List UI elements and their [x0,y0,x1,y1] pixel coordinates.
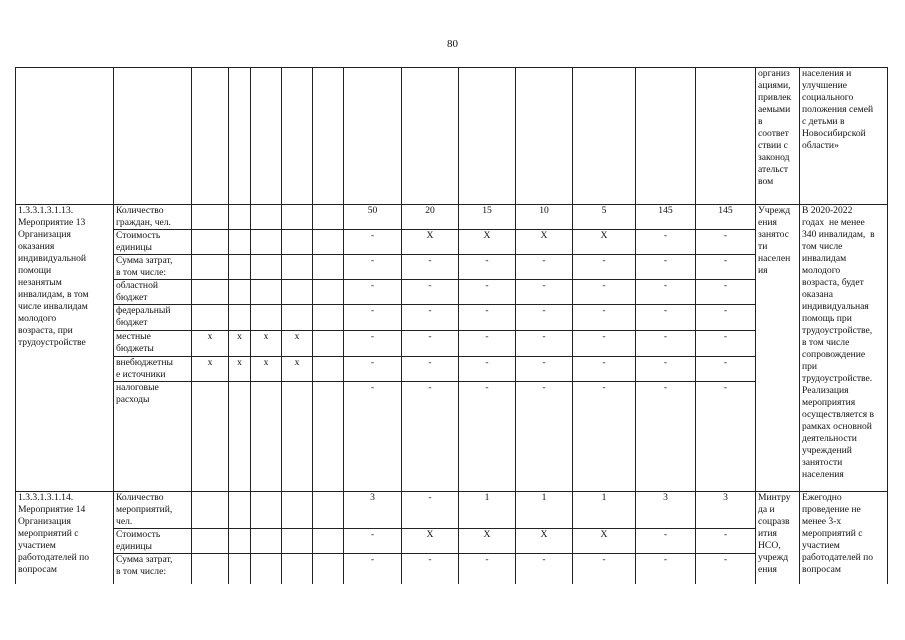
code-cell [192,280,229,305]
indicator-cell: областной бюджет [114,280,192,305]
code-cell [313,492,344,529]
code-cell [251,305,282,331]
value-cell: - [402,280,459,305]
code-cell [313,529,344,554]
value-cell: - [344,305,402,331]
code-cell [251,255,282,280]
value-cell: 3 [636,492,696,529]
empty-cell [459,68,516,205]
empty-cell [313,68,344,205]
value-cell: 5 [573,205,636,230]
indicator-cell: Сумма затрат, в том числе: [114,255,192,280]
value-cell: X [459,230,516,255]
value-cell: - [636,357,696,382]
value-cell: - [696,230,756,255]
value-cell: X [573,529,636,554]
empty-cell [16,68,114,205]
code-cell [229,529,251,554]
code-cell [192,382,229,492]
code-cell: х [192,331,229,357]
value-cell: 145 [636,205,696,230]
value-cell: - [516,280,573,305]
empty-cell [573,68,636,205]
code-cell [282,305,313,331]
value-cell: - [402,255,459,280]
value-cell: - [696,357,756,382]
value-cell: - [636,529,696,554]
value-cell: - [573,382,636,492]
value-cell: - [516,554,573,584]
value-cell: - [344,382,402,492]
code-cell [313,305,344,331]
measure-code-cell [16,205,114,492]
measure-title: Мероприятие 14 Организация мероприятий с участием работодателей по вопросам [18,504,90,575]
value-cell: - [516,382,573,492]
table-row [16,205,888,230]
value-cell: - [696,305,756,331]
value-cell: - [344,230,402,255]
value-cell: - [573,331,636,357]
continuation-row [16,68,888,205]
value-cell: - [696,554,756,584]
value-cell: X [516,230,573,255]
empty-cell [344,68,402,205]
measure-code: 1.3.3.1.3.1.14. [18,492,74,503]
code-cell: х [229,331,251,357]
value-cell: - [516,331,573,357]
executor-cell: организ ациями, привлек аемыми в соответ ствии с законод ательст вом [756,68,800,205]
result-cell: В 2020-2022 годах не менее 340 инвалидам, в том числе инвалидам молодого возраста, будет оказана индивидуальная помощь при трудоустройстве, в том числе сопровождение при трудоустройстве. Реализация мероприятия осуществляется в рамках основной деятельности учреждений занятости населения [800,205,888,492]
indicator-cell: Сумма затрат, в том числе: [114,554,192,584]
indicator-cell: Стоимость единицы [114,230,192,255]
value-cell: 20 [402,205,459,230]
code-cell [192,492,229,529]
value-cell: - [516,357,573,382]
code-cell [282,230,313,255]
code-cell [229,382,251,492]
code-cell [229,554,251,584]
value-cell: - [344,357,402,382]
code-cell [251,492,282,529]
indicator-cell: внебюджетны е источники [114,357,192,382]
code-cell [282,529,313,554]
empty-cell [636,68,696,205]
code-cell [313,205,344,230]
value-cell: 145 [696,205,756,230]
code-cell: х [229,357,251,382]
code-cell [192,554,229,584]
code-cell [313,331,344,357]
table-row [16,492,888,529]
value-cell: - [459,280,516,305]
value-cell: - [573,255,636,280]
value-cell: 1 [516,492,573,529]
value-cell: - [516,255,573,280]
value-cell: 3 [344,492,402,529]
indicator-cell: местные бюджеты [114,331,192,357]
code-cell: х [192,357,229,382]
code-cell: х [251,357,282,382]
value-cell: - [636,255,696,280]
code-cell [192,529,229,554]
code-cell [313,357,344,382]
value-cell: - [573,305,636,331]
value-cell: 15 [459,205,516,230]
value-cell: - [516,305,573,331]
measure-code: 1.3.3.1.3.1.13. [18,205,74,216]
value-cell: - [402,554,459,584]
value-cell: - [636,230,696,255]
code-cell [251,554,282,584]
code-cell [282,255,313,280]
executor-cell: Минтру да и соцразв ития НСО, учрежд ения [756,492,800,584]
empty-cell [251,68,282,205]
code-cell [229,255,251,280]
empty-cell [192,68,229,205]
indicator-cell: Количество мероприятий, чел. [114,492,192,529]
value-cell: - [573,280,636,305]
measure-title: Мероприятие 13 Организация оказания индивидуальной помощи незанятым инвалидам, в том числе инвалидам молодого возраста, при трудоустройстве [18,217,89,348]
code-cell [251,205,282,230]
code-cell [282,382,313,492]
value-cell: - [636,280,696,305]
value-cell: - [573,357,636,382]
code-cell [282,280,313,305]
value-cell: X [516,529,573,554]
code-cell [251,280,282,305]
code-cell [313,255,344,280]
empty-cell [516,68,573,205]
code-cell [192,255,229,280]
value-cell: - [402,382,459,492]
code-cell [282,205,313,230]
code-cell [282,554,313,584]
code-cell [229,230,251,255]
value-cell: - [696,382,756,492]
value-cell: - [344,331,402,357]
code-cell [313,280,344,305]
value-cell: 10 [516,205,573,230]
value-cell: - [459,357,516,382]
value-cell: 50 [344,205,402,230]
value-cell: - [636,554,696,584]
value-cell: - [459,331,516,357]
value-cell: X [573,230,636,255]
value-cell: 3 [696,492,756,529]
value-cell: 1 [573,492,636,529]
value-cell: - [573,554,636,584]
code-cell [192,230,229,255]
value-cell: - [636,331,696,357]
value-cell: - [459,382,516,492]
code-cell [251,382,282,492]
value-cell: - [459,554,516,584]
executor-cell: Учрежд ения занятос ти населен ия [756,205,800,492]
code-cell: х [251,331,282,357]
value-cell: - [696,280,756,305]
value-cell: - [402,492,459,529]
value-cell: 1 [459,492,516,529]
value-cell: - [696,529,756,554]
code-cell [282,492,313,529]
value-cell: - [696,255,756,280]
page-number: 80 [447,38,458,50]
value-cell: - [636,382,696,492]
value-cell: - [344,554,402,584]
value-cell: - [344,255,402,280]
result-cell: Ежегодно проведение не менее 3-х мероприятий с участием работодателей по вопросам [800,492,888,584]
measure-code-cell [16,492,114,584]
code-cell [192,205,229,230]
indicator-cell: Количество граждан, чел. [114,205,192,230]
value-cell: - [344,529,402,554]
value-cell: X [402,230,459,255]
value-cell: - [402,331,459,357]
code-cell [251,529,282,554]
code-cell [192,305,229,331]
code-cell [229,305,251,331]
program-table [15,67,888,584]
indicator-cell: федеральный бюджет [114,305,192,331]
value-cell: - [459,305,516,331]
code-cell: х [282,331,313,357]
value-cell: - [402,357,459,382]
empty-cell [229,68,251,205]
code-cell: х [282,357,313,382]
code-cell [229,280,251,305]
code-cell [313,554,344,584]
empty-cell [402,68,459,205]
code-cell [313,382,344,492]
code-cell [313,230,344,255]
value-cell: X [402,529,459,554]
empty-cell [696,68,756,205]
value-cell: X [459,529,516,554]
indicator-cell: Стоимость единицы [114,529,192,554]
code-cell [229,205,251,230]
result-cell: населения и улучшение социального положения семей с детьми в Новосибирской области» [800,68,888,205]
value-cell: - [459,255,516,280]
value-cell: - [636,305,696,331]
indicator-cell: налоговые расходы [114,382,192,492]
code-cell [229,492,251,529]
empty-cell [282,68,313,205]
empty-cell [114,68,192,205]
value-cell: - [402,305,459,331]
value-cell: - [696,331,756,357]
value-cell: - [344,280,402,305]
code-cell [251,230,282,255]
